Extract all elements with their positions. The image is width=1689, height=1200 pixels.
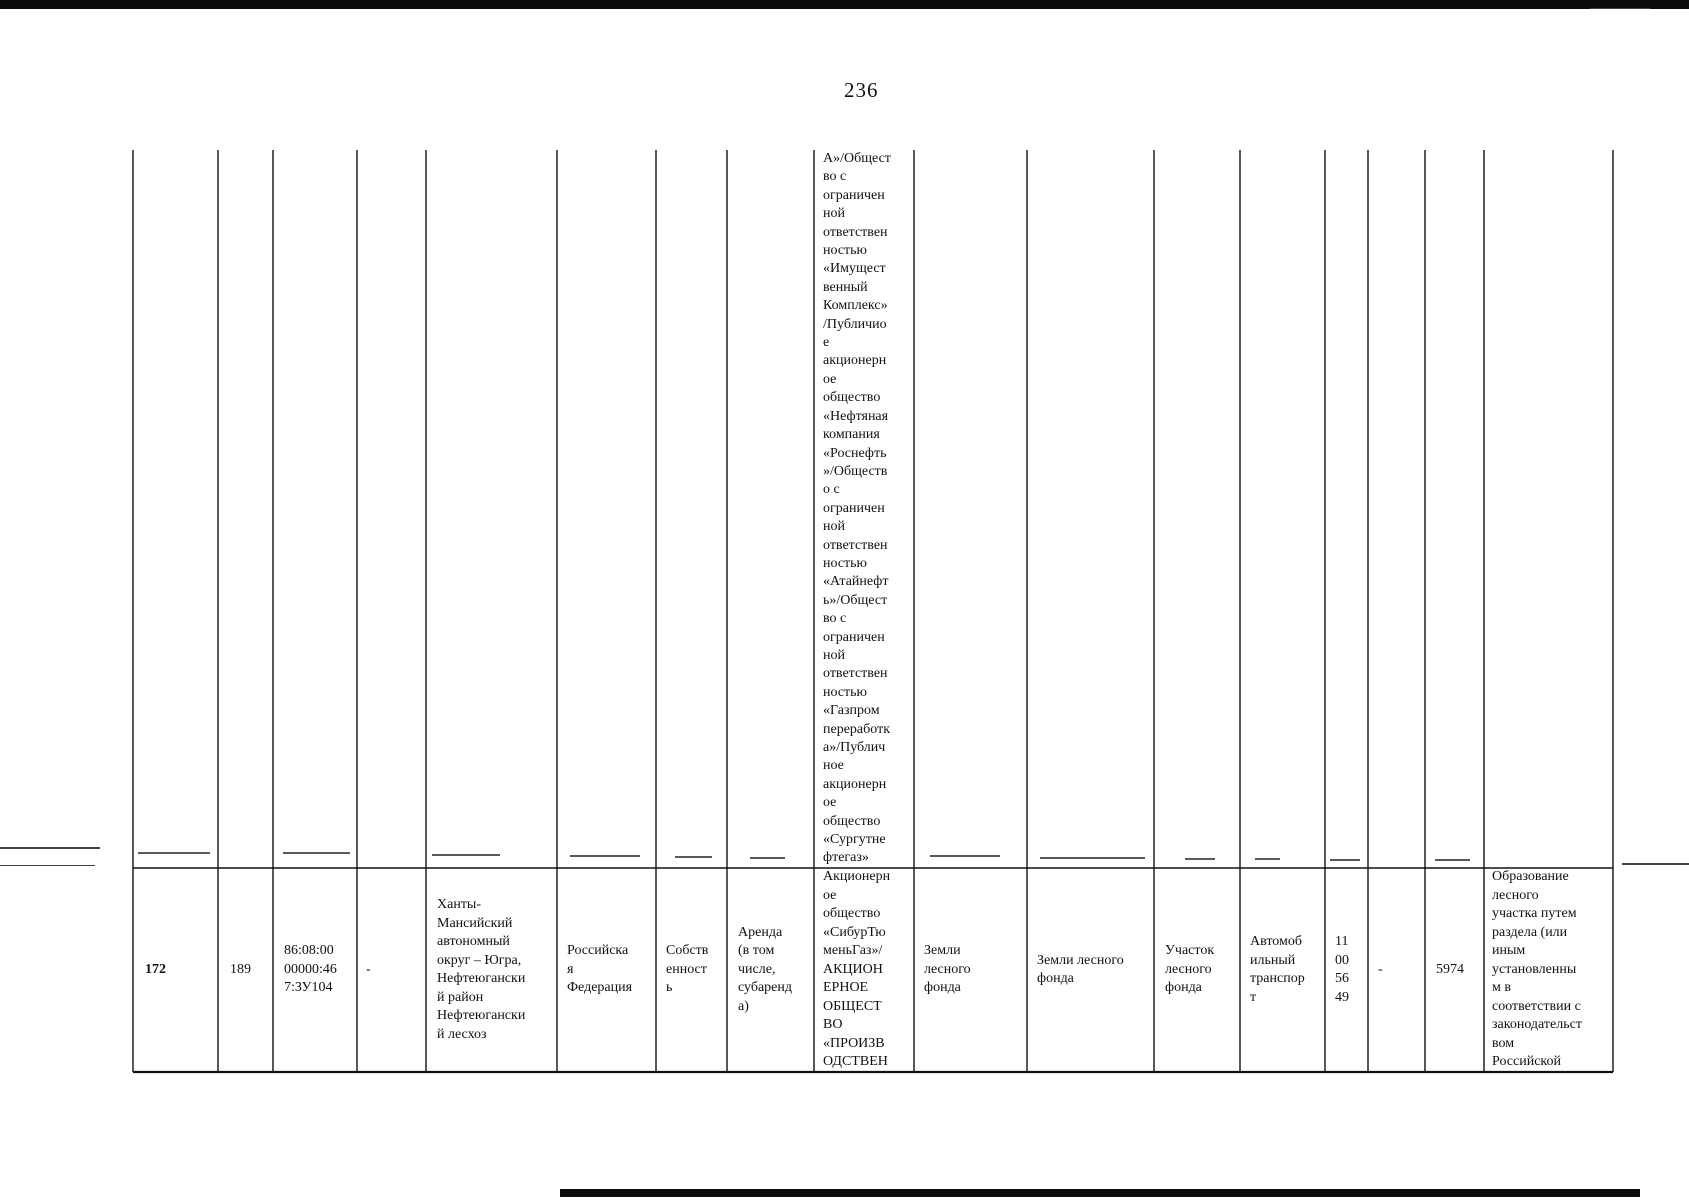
- cell-area: 5974: [1436, 961, 1464, 977]
- cell-use-type: Автомоб ильный транспор т: [1250, 934, 1305, 1005]
- cell-cadastral-number: 86:08:00 00000:46 7:ЗУ104: [284, 943, 337, 996]
- cell-number: 189: [230, 961, 251, 977]
- cell-right-type: Собств енност ь: [666, 943, 709, 996]
- cell-dash-1: -: [366, 961, 371, 977]
- cell-encumbrance: Аренда (в том числе, субаренд а): [738, 924, 793, 1014]
- cell-location: Ханты- Мансийский автономный округ – Югра, Нефтеюгански й район Нефтеюгански й лесхоз: [437, 897, 526, 1042]
- cell-dash-2: -: [1378, 961, 1383, 977]
- cell-land-category-2: Земли лесного фонда: [1037, 952, 1124, 986]
- cell-owner: Российска я Федерация: [567, 943, 633, 996]
- cell-row-number: 172: [145, 961, 166, 977]
- cell-code: 11 00 56 49: [1335, 934, 1349, 1005]
- page-number: 236: [844, 78, 879, 102]
- cell-holders: Акционерн ое общество «СибурТю меньГаз»/ АКЦИОН ЕРНОЕ ОБЩЕСТ ВО «ПРОИЗВ ОДСТВЕН: [823, 869, 891, 1069]
- cell-land-category: Земли лесного фонда: [924, 943, 971, 996]
- cell-plot-type: Участок лесного фонда: [1165, 943, 1215, 996]
- continued-cell-text: А»/Общест во с ограничен ной ответствен ностью «Имущест венный Комплекс» /Публичио е акционерн ое общество «Нефтяная компания «Роснефть »/Обществ о с ограничен ной ответствен ностью «Атайнефт ь»/Общест во с ограничен ной ответствен ностью «Газпром переработк а»/Публич ное акционерн ое общество «Сургутне фтегаз»: [823, 151, 891, 866]
- cell-note: Образование лесного участка путем раздела (или иным установленны м в соответствии с законодательст вом Российской: [1492, 869, 1582, 1069]
